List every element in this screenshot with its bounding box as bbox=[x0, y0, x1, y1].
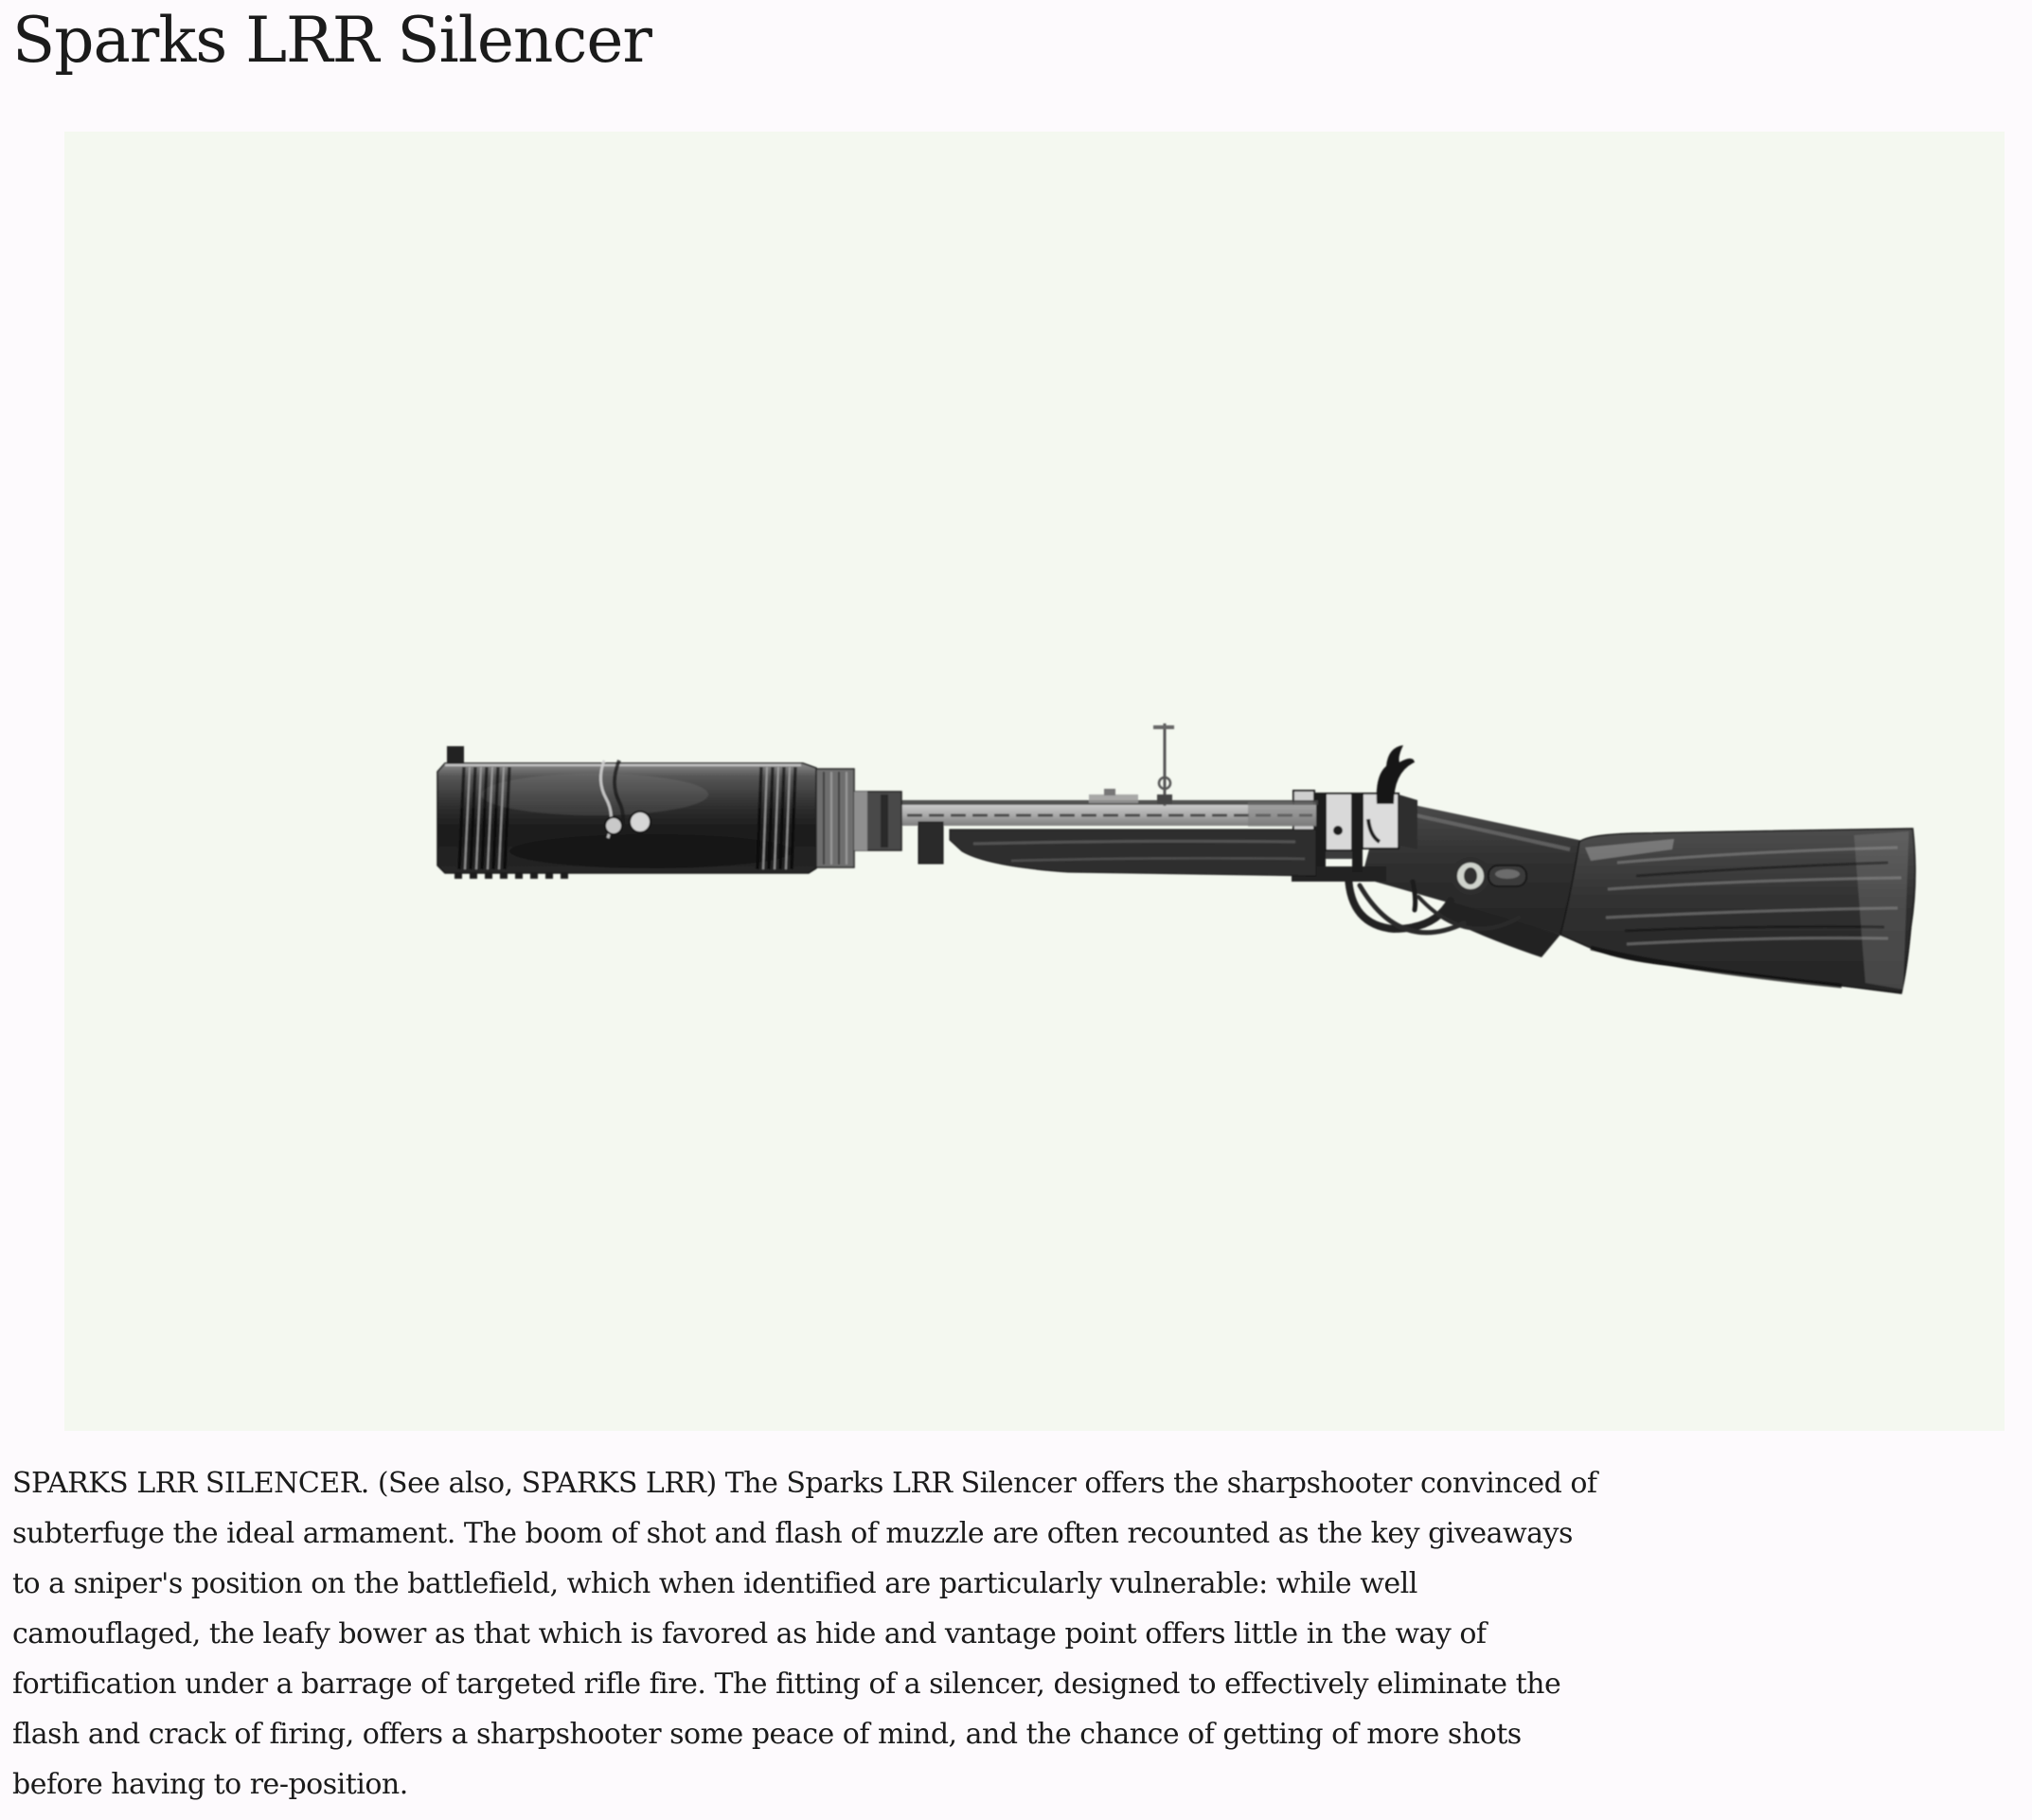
weapon-description bbox=[12, 1458, 2020, 1810]
rifle-group bbox=[437, 723, 1916, 993]
rifle-forend bbox=[950, 830, 1316, 876]
rifle-illustration bbox=[64, 132, 2005, 1431]
description-line: subterfuge the ideal armament. The boom of shot and flash of muzzle are often recounted as the key giveaways bbox=[12, 1517, 1573, 1550]
description-line: fortification under a barrage of targeted rifle fire. The fitting of a silencer, designed to effectively eliminate the bbox=[12, 1668, 1561, 1701]
description-line: flash and crack of firing, offers a sharpshooter some peace of mind, and the chance of getting of more shots bbox=[12, 1718, 1522, 1751]
silencer-bottom-teeth bbox=[455, 873, 568, 879]
mid-barrel-sight bbox=[1089, 789, 1138, 803]
rear-sight-pin bbox=[1153, 723, 1174, 806]
weapon-figure bbox=[64, 132, 2005, 1431]
silencer bbox=[437, 746, 901, 879]
description-line: to a sniper's position on the battlefield, which when identified are particularly vulnerable: while well bbox=[12, 1567, 1417, 1600]
silencer-end-cap bbox=[816, 769, 854, 867]
description-line: SPARKS LRR SILENCER. (See also, SPARKS LRR) The Sparks LRR Silencer offers the sharpshooter convinced of bbox=[12, 1467, 1597, 1500]
silencer-neck bbox=[854, 792, 901, 850]
description-line: camouflaged, the leafy bower as that which is favored as hide and vantage point offers little in the way of bbox=[12, 1617, 1487, 1650]
page-title: Sparks LRR Silencer bbox=[12, 4, 651, 77]
description-line: before having to re-position. bbox=[12, 1768, 408, 1801]
rifle-buttstock bbox=[1560, 829, 1916, 993]
